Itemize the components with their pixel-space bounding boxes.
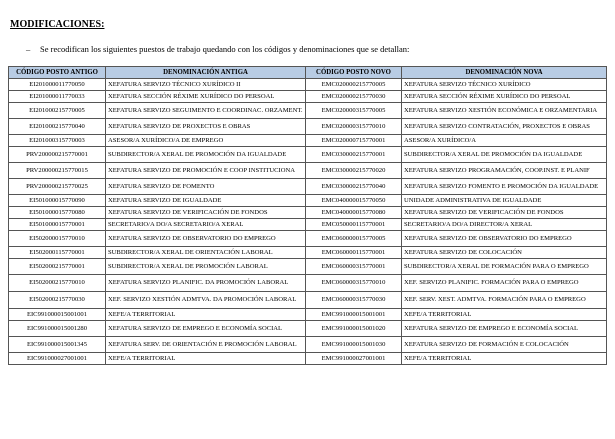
table-row (9, 135, 607, 147)
table-row (9, 321, 607, 337)
old-name-cell: XEF. SERVIZO XESTIÓN ADMTVA. DA PROMOCIÓN LABORAL (106, 292, 306, 309)
old-name-cell: XEFATURA SERVIZO DE OBSERVATORIO DO EMPREGO (106, 231, 306, 247)
old-code-cell: EI502000115770001 (9, 247, 106, 259)
old-code-cell: EI201000011770033 (9, 91, 106, 103)
new-code-cell: EMC020000215770030 (306, 91, 402, 103)
new-name-cell: UNIDADE ADMINISTRATIVA DE IGUALDADE (402, 195, 607, 207)
old-code-cell: EI502000215770030 (9, 292, 106, 309)
old-name-cell: SUBDIRECTOR/A XERAL DE ORIENTACIÓN LABORAL (106, 247, 306, 259)
table-row (9, 353, 607, 365)
table-row (9, 219, 607, 231)
old-name-cell: XEFATURA SERVIZO DE VERIFICACIÓN DE FONDOS (106, 207, 306, 219)
table-row (9, 275, 607, 292)
old-name-cell: XEFATURA SERVIZO DE PROMOCIÓN E COOP INSTITUCIONA (106, 163, 306, 179)
new-name-cell: SUBDIRECTOR/A XERAL DE PROMOCIÓN DA IGUALDADE (402, 147, 607, 163)
new-name-cell: XEFATURA SERVIZO DE VERIFICACIÓN DE FONDOS (402, 207, 607, 219)
new-name-cell: XEFATURA SERVIZO TÉCNICO XURÍDICO (402, 79, 607, 91)
new-name-cell: XEFATURA SECCIÓN RÉXIME XURÍDICO DO PERSOAL (402, 91, 607, 103)
old-code-cell: EI502000015770010 (9, 231, 106, 247)
new-name-cell: XEFATURA SERVIZO CONTRATACIÓN, PROXECTOS E OBRAS (402, 119, 607, 135)
new-code-cell: EMC060000315770030 (306, 292, 402, 309)
header-old-code: CÓDIGO POSTO ANTIGO (9, 67, 106, 79)
bullet-dash: – (26, 44, 31, 54)
new-code-cell: EMC050000115770001 (306, 219, 402, 231)
new-name-cell: SUBDIRECTOR/A XERAL DE FORMACIÓN PARA O EMPREGO (402, 259, 607, 275)
new-code-cell: EMC020000715770001 (306, 135, 402, 147)
table-row (9, 292, 607, 309)
table-header-row (9, 67, 607, 79)
old-code-cell: EIC991000015001345 (9, 337, 106, 353)
new-name-cell: XEFATURA SERVIZO DE FORMACIÓN E COLOCACIÓN (402, 337, 607, 353)
new-name-cell: XEFATURA SERVIZO DE OBSERVATORIO DO EMPREGO (402, 231, 607, 247)
old-name-cell: XEFATURA SERVIZO DE PROXECTOS E OBRAS (106, 119, 306, 135)
new-code-cell: EMC060000315770001 (306, 259, 402, 275)
old-name-cell: XEFATURA SECCIÓN RÉXIME XURÍDICO DO PERSOAL (106, 91, 306, 103)
old-name-cell: XEFE/A TERRITORIAL (106, 309, 306, 321)
old-name-cell: XEFATURA SERVIZO TÉCNICO XURÍDICO II (106, 79, 306, 91)
table-row (9, 179, 607, 195)
old-name-cell: XEFATURA SERVIZO PLANIFIC. DA PROMOCIÓN LABORAL (106, 275, 306, 292)
new-code-cell: EMC030000215770020 (306, 163, 402, 179)
old-name-cell: XEFATURA SERVIZO DE IGUALDADE (106, 195, 306, 207)
table-row (9, 337, 607, 353)
new-code-cell: EMC991000015001001 (306, 309, 402, 321)
new-code-cell: EMC991000015001030 (306, 337, 402, 353)
new-name-cell: XEF. SERV. XEST. ADMTVA. FORMACIÓN PARA O EMPREGO (402, 292, 607, 309)
old-name-cell: SECRETARIO/A DO/A SECRETARIO/A XERAL (106, 219, 306, 231)
new-code-cell: EMC030000215770040 (306, 179, 402, 195)
old-code-cell: PRV200000215770001 (9, 147, 106, 163)
new-code-cell: EMC040000015770080 (306, 207, 402, 219)
old-code-cell: EI501000015770090 (9, 195, 106, 207)
new-name-cell: XEFATURA SERVIZO FOMENTO E PROMOCIÓN DA IGUALDADE (402, 179, 607, 195)
new-code-cell: EMC020000315770010 (306, 119, 402, 135)
new-code-cell: EMC060000015770005 (306, 231, 402, 247)
old-code-cell: EI501000015770001 (9, 219, 106, 231)
new-name-cell: XEFE/A TERRITORIAL (402, 309, 607, 321)
header-new-code: CÓDIGO POSTO NOVO (306, 67, 402, 79)
new-code-cell: EMC030000215770001 (306, 147, 402, 163)
new-code-cell: EMC040000015770050 (306, 195, 402, 207)
old-code-cell: EI502000215770010 (9, 275, 106, 292)
old-code-cell: EI201000011770050 (9, 79, 106, 91)
old-code-cell: PRV200000215770025 (9, 179, 106, 195)
table-row (9, 147, 607, 163)
new-name-cell: XEFATURA SERVIZO XESTIÓN ECONÓMICA E ORZAMENTARIA (402, 103, 607, 119)
old-code-cell: EIC991000015001001 (9, 309, 106, 321)
table-row (9, 195, 607, 207)
new-name-cell: XEF. SERVIZO PLANIFIC. FORMACIÓN PARA O EMPREGO (402, 275, 607, 292)
table-row (9, 309, 607, 321)
old-code-cell: EI502000215770001 (9, 259, 106, 275)
new-name-cell: ASESOR/A XURÍDICO/A (402, 135, 607, 147)
old-code-cell: EI201000215770005 (9, 103, 106, 119)
table-row (9, 163, 607, 179)
table-row (9, 259, 607, 275)
old-code-cell: EI201000215770040 (9, 119, 106, 135)
new-name-cell: SECRETARIO/A DO/A DIRECTOR/A XERAL (402, 219, 607, 231)
header-new-name: DENOMINACIÓN NOVA (402, 67, 607, 79)
old-code-cell: EI201000315770003 (9, 135, 106, 147)
section-heading: MODIFICACIONES: (10, 19, 105, 30)
table-row (9, 79, 607, 91)
new-code-cell: EMC991000015001020 (306, 321, 402, 337)
old-code-cell: EIC991000027001001 (9, 353, 106, 365)
old-code-cell: EI501000015770080 (9, 207, 106, 219)
new-code-cell: EMC060000115770001 (306, 247, 402, 259)
positions-table (8, 66, 607, 365)
old-name-cell: XEFE/A TERRITORIAL (106, 353, 306, 365)
table-row (9, 119, 607, 135)
old-name-cell: SUBDIRECTOR/A XERAL DE PROMOCIÓN LABORAL (106, 259, 306, 275)
old-name-cell: ASESOR/A XURÍDICO/A DE EMPREGO (106, 135, 306, 147)
new-name-cell: XEFATURA SERVIZO DE EMPREGO E ECONOMÍA SOCIAL (402, 321, 607, 337)
old-name-cell: XEFATURA SERVIZO SEGUIMENTO E COORDINAC. ORZAMENT. (106, 103, 306, 119)
table-row (9, 231, 607, 247)
table-row (9, 247, 607, 259)
new-code-cell: EMC020000315770005 (306, 103, 402, 119)
bullet-text: Se recodifican los siguientes puestos de trabajo quedando con los códigos y denominaciones que se detallan: (40, 44, 410, 54)
old-code-cell: EIC991000015001280 (9, 321, 106, 337)
old-name-cell: SUBDIRECTOR/A XERAL DE PROMOCIÓN DA IGUALDADE (106, 147, 306, 163)
new-name-cell: XEFATURA SERVIZO DE COLOCACIÓN (402, 247, 607, 259)
new-name-cell: XEFE/A TERRITORIAL (402, 353, 607, 365)
table-row (9, 103, 607, 119)
new-name-cell: XEFATURA SERVIZO PROGRAMACIÓN, COOP.INST. E PLANIF (402, 163, 607, 179)
old-code-cell: PRV200000215770015 (9, 163, 106, 179)
new-code-cell: EMC991000027001001 (306, 353, 402, 365)
old-name-cell: XEFATURA SERV. DE ORIENTACIÓN E PROMOCIÓN LABORAL (106, 337, 306, 353)
old-name-cell: XEFATURA SERVIZO DE FOMENTO (106, 179, 306, 195)
new-code-cell: EMC020000215770005 (306, 79, 402, 91)
new-code-cell: EMC060000315770010 (306, 275, 402, 292)
bullet-paragraph (26, 44, 409, 54)
table-row (9, 91, 607, 103)
old-name-cell: XEFATURA SERVIZO DE EMPREGO E ECONOMÍA SOCIAL (106, 321, 306, 337)
table-row (9, 207, 607, 219)
header-old-name: DENOMINACIÓN ANTIGA (106, 67, 306, 79)
